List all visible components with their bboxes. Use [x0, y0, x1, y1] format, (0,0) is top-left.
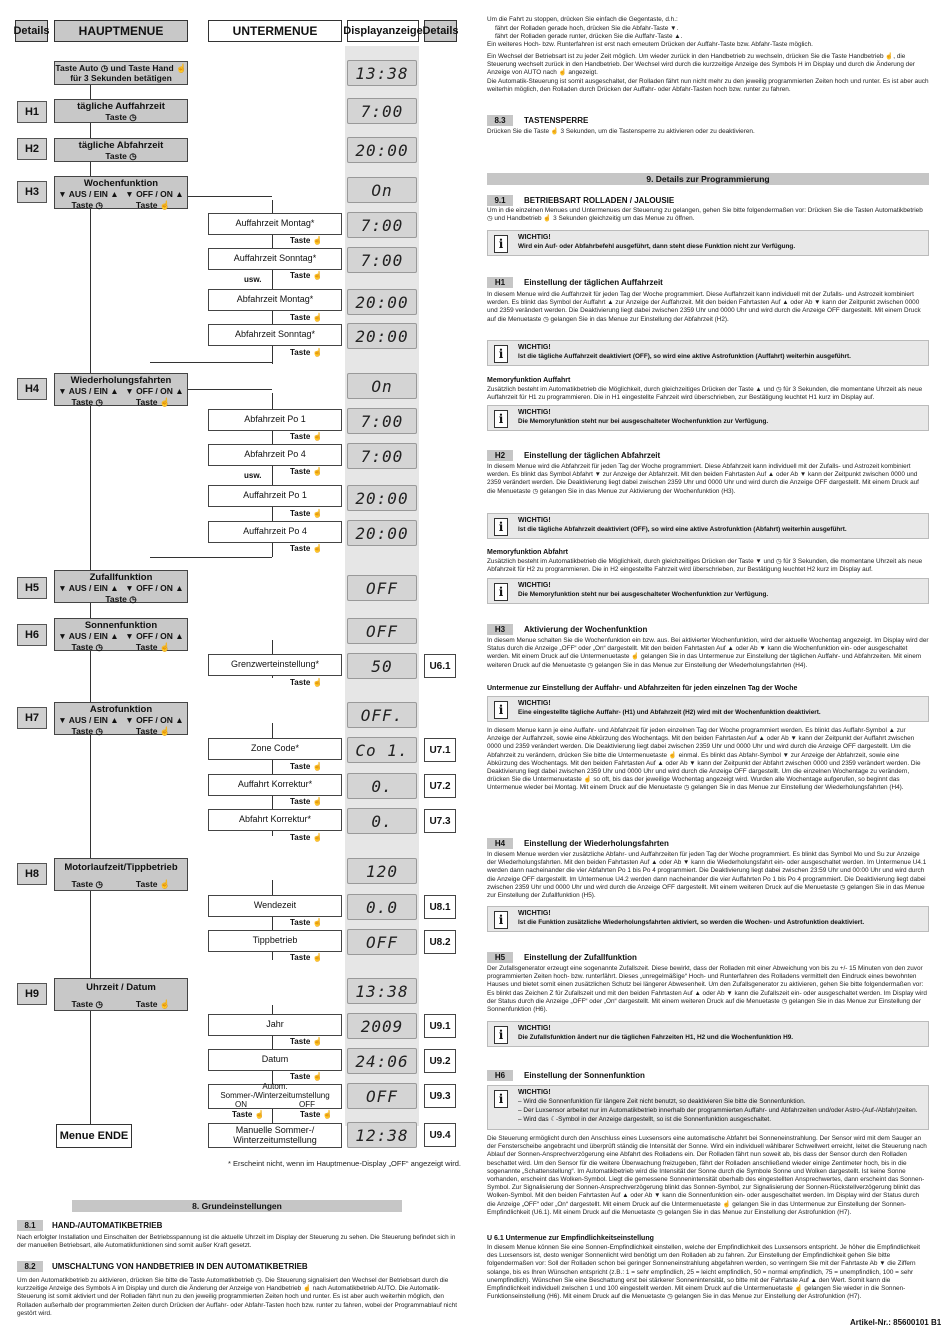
display-u73-value: 0. [371, 811, 393, 831]
r-h3-subtitle: Untermenue zur Einstellung der Auffahr- und Abfahrzeiten für jeden einzelnen Tag der Woche [487, 685, 798, 692]
menu-h3-taste-right: Taste ☝ [135, 199, 171, 210]
info-icon: i [494, 235, 508, 253]
sec82-num: 8.2 [17, 1261, 43, 1272]
menu-h7-left: ▼ AUS / EIN ▲ [58, 715, 119, 726]
display-h7-value: OFF. [360, 705, 404, 725]
display-h5-value: OFF [366, 578, 398, 598]
artikel-nr: Artikel-Nr.: 85600101 B1 [850, 1318, 942, 1327]
info-icon: i [494, 583, 508, 601]
display-u92-value: 24:06 [355, 1051, 409, 1071]
menu-h6-title: Sonnenfunktion [84, 620, 158, 631]
detail-u94[interactable]: U9.4 [424, 1123, 456, 1147]
display-u94-value: 12:38 [355, 1125, 409, 1145]
footnote: * Erscheint nicht, wenn im Hauptmenue-Display „OFF“ angezeigt wird. [228, 1159, 462, 1168]
sub-h3-1[interactable]: Auffahrzeit Montag* [208, 213, 342, 235]
sec81-title: HAND-/AUTOMATIKBETRIEB [52, 1221, 163, 1230]
display-h1 [347, 98, 417, 124]
menu-h3-right: ▼ OFF / ON ▲ [125, 189, 184, 200]
display-h9-value: 13:38 [355, 981, 409, 1001]
sommer-off: OFF [299, 1099, 315, 1109]
usw-h4: usw. [244, 471, 262, 480]
display-h4-2 [347, 443, 417, 469]
sub-h3-2-taste: Taste ☝ [290, 271, 323, 280]
menu-h9[interactable] [54, 978, 188, 1011]
warn-4-title: WICHTIG! [518, 517, 551, 524]
menu-h4-title: Wiederholungsfahrten [70, 375, 172, 386]
sub-h7-zone[interactable]: Zone Code* [208, 738, 342, 760]
menu-h8-title: Motorlaufzeit/Tippbetrieb [64, 862, 178, 873]
warn-6-title: WICHTIG! [518, 700, 551, 707]
menu-h6-left: ▼ AUS / EIN ▲ [58, 631, 119, 642]
display-h1-value: 7:00 [360, 101, 404, 121]
start-line2: für 3 Sekunden betätigen [70, 73, 172, 84]
manuell-line2: Winterzeitumstellung [233, 1134, 317, 1145]
sub-h7-abfahrt-taste: Taste ☝ [290, 833, 323, 842]
r-bullet1: fährt der Rolladen gerade hoch, drücken Sie die Abfahr-Taste ▼. [495, 25, 679, 32]
sub-h4-1[interactable]: Abfahrzeit Po 1 [208, 409, 342, 431]
detail-h3[interactable]: H3 [17, 181, 47, 203]
menu-h4-taste-left: Taste ◷ [71, 396, 103, 407]
r-91-text: Um in die einzelnen Menues und Untermenues der Steuerung zu gelangen, gehen Sie bitte folgendermaßen vor: Drücken Sie die Tasten Automatikbetrieb ◷ und Handbetrieb ☝ 3 Sekunden gleichzeitig um das Menue zu öffnen. [487, 207, 923, 223]
r-h4-text: In diesem Menue werden vier zusätzliche Abfahr- und Auffahrzeiten für jeden Tag der Woche programmiert. Es blinkt das Symbol Mo und Su zur Anzeige der Wiederholungsfahrten. Mit den beiden Fahrtasten Auf ▲ oder Ab ▼ kann die Wiederholungsfahrt ein- oder ausgeschaltet werden. Im Untermenue U4.1 werden dann nacheinander die vier Abfahrten Po 1 bis Po 4 programmiert. Die Deaktivierung liegt dabei zwischen 23:59 Uhr und 00:00 Uhr und wird durch die Anzeige OFF dargestellt. Im Untermenue U4.2 werden dann nacheinander die vier Auffahrten Po 1 bis Po 4 programmiert. Die Deaktivierung liegt dabei zwischen 2359 Uhr und 0000 Uhr und wird durch die Anzeige OFF dargestellt. Mit einem weiteren Druck auf die Menuetaste ◷ gelangen Sie in das Menue zur Einstellung der Zufallfunktion (H5). [487, 851, 927, 900]
display-h4 [347, 373, 417, 399]
r-bullet2: fährt der Rolladen gerade runter, drücken Sie die Auffahr-Taste ▲. [495, 33, 683, 40]
detail-u61[interactable]: U6.1 [424, 654, 456, 678]
display-h3 [347, 177, 417, 203]
menu-h5-right: ▼ OFF / ON ▲ [125, 583, 184, 594]
warn-9-b: – Der Luxsensor arbeitet nur im Automatikbetrieb innerhalb der programmierten Auffahr- und Abfahrzeiten und/oder Astro-(Auf-/Abfahr)zeiten. [518, 1107, 918, 1114]
flow-connector-h4 [188, 389, 272, 390]
hauptmenue-header: HAUPTMENUE [54, 20, 188, 42]
menu-h1-title: tägliche Auffahrzeit [77, 101, 165, 112]
menu-h3-title: Wochenfunktion [83, 178, 159, 189]
info-icon: i [494, 410, 508, 428]
detail-h8[interactable]: H8 [17, 863, 47, 885]
menu-h5-left: ▼ AUS / EIN ▲ [58, 583, 119, 594]
display-h4-1 [347, 408, 417, 434]
display-u93 [347, 1083, 417, 1109]
r-mem1-title: Memoryfunktion Auffahrt [487, 377, 571, 384]
flow-return-h3 [150, 362, 272, 363]
flow-connector-h3 [188, 196, 272, 197]
r-h6-title: Einstellung der Sonnenfunktion [524, 1071, 645, 1080]
display-h6-value: OFF [366, 621, 398, 641]
manuell-line1: Manuelle Sommer-/ [235, 1124, 315, 1135]
sub-h8-tippbetrieb[interactable]: Tippbetrieb [208, 930, 342, 952]
menu-h2-title: tägliche Abfahrzeit [78, 140, 164, 151]
display-h3-1 [347, 212, 417, 238]
info-icon: i [494, 1026, 508, 1044]
menu-h6-taste-right: Taste ☝ [135, 641, 171, 652]
detail-u91[interactable]: U9.1 [424, 1014, 456, 1038]
display-u92 [347, 1048, 417, 1074]
sub-h9-datum[interactable]: Datum [208, 1049, 342, 1071]
display-h4-4 [347, 520, 417, 546]
menu-h4[interactable] [54, 373, 188, 406]
display-u72 [347, 773, 417, 799]
r-h5-num: H5 [487, 952, 513, 963]
display-h7 [347, 702, 417, 728]
detail-u72[interactable]: U7.2 [424, 774, 456, 798]
display-h3-4 [347, 323, 417, 349]
detail-u92[interactable]: U9.2 [424, 1049, 456, 1073]
display-u81-value: 0.0 [366, 897, 398, 917]
flow-return-h4 [150, 557, 272, 558]
sub-h9-sommer-manuell[interactable] [208, 1123, 342, 1148]
sub-h3-3-taste: Taste ☝ [290, 313, 323, 322]
menu-h7-taste-right: Taste ☝ [135, 725, 171, 736]
sub-h3-4-taste: Taste ☝ [290, 348, 323, 357]
menu-h1-taste: Taste ◷ [105, 112, 137, 123]
menu-h9-title: Uhrzeit / Datum [86, 982, 156, 993]
display-h8-value: 120 [366, 861, 398, 881]
warn-9 [487, 1085, 929, 1130]
r-p2: Ein Wechsel der Betriebsart ist zu jeder Zeit möglich. Um wieder zurück in den Handbetrieb zu wechseln, drücken Sie die Taste Handbetrieb ☝, die Steuerung wechselt zurück in den Handbetrieb. Der Wechsel wird durch die kurzzeitige Anzeige des Symbols H im Display und durch die Änderung der Anzeige von AUTO nach ☝ angezeigt. [487, 53, 915, 77]
menu-h5-taste: Taste ◷ [105, 593, 137, 604]
warn-8-title: WICHTIG! [518, 1025, 551, 1032]
menu-h7-title: Astrofunktion [89, 704, 153, 715]
warn-2-title: WICHTIG! [518, 344, 551, 351]
warn-8 [487, 1021, 929, 1047]
r-u61-text: In diesem Menue können Sie eine Sonnen-Empfindlichkeit einstellen, welche der Empfindlichkeit des Luxsensors entspricht. Je höher die Empfindlichkeit des Luxsensors ist, desto weniger Sonnenlicht wird benötigt um den Rolladen ab zu fahren. Zur Einstellung der Empfindlichkeit gehen Sie bitte folgendermaßen vor: Soll der Rolladen schon bei geringer Sonneneinstrahlung abgefahren werden, so verringern Sie mit der Fahrtaste Ab ▼ die Ziffern solange, bis es Ihren Wünschen entspricht (z.B.: 1 = sehr empfindlich, 25 = leicht empfindlich, 50 = normal empfindlich, 75 = unempfindlich, 100 = sehr unempfindlich). Wünschen Sie eine Beschattung erst bei stärkerer Sonnenintensität, so bitte mit der Fahrtaste Auf ▲ den Wert. Somit kann die Empfindlichkeit individuell zwischen 1 und 100 eingestellt werden. Mit einem Druck auf die Untermenuetaste ☝ gelangen Sie wieder in die Sonnen-Funktionseinstellung (H6). Mit einem Druck auf die Menuetaste ◷ gelangen Sie in das Menue zur Einstellung der Astrofunktion (H7). [487, 1244, 921, 1301]
detail-h5[interactable]: H5 [17, 577, 47, 599]
menu-h8[interactable] [54, 858, 188, 891]
detail-h4[interactable]: H4 [17, 378, 47, 400]
sub-h4-3[interactable]: Auffahrzeit Po 1 [208, 485, 342, 507]
r-83-title: TASTENSPERRE [524, 116, 589, 125]
display-u73 [347, 808, 417, 834]
menu-h4-taste-right: Taste ☝ [135, 396, 171, 407]
display-h2 [347, 137, 417, 163]
menu-h8-taste-left: Taste ◷ [71, 879, 103, 890]
sub-h6-grenzwert[interactable]: Grenzwerteinstellung* [208, 654, 342, 676]
sec81-num: 8.1 [17, 1220, 43, 1231]
r-mem2-title: Memoryfunktion Abfahrt [487, 549, 569, 556]
warn-9-a: – Wird die Sonnenfunktion für längere Zeit nicht benutzt, so deaktivieren Sie bitte die Sonnenfunktion. [518, 1098, 806, 1105]
r-u61-title: U 6.1 Untermenue zur Empfindlichkeitseinstellung [487, 1235, 654, 1242]
display-u91-value: 2009 [360, 1016, 404, 1036]
r-mem2-text: Zusätzlich besteht im Automatikbetrieb die Möglichkeit, durch gleichzeitiges Drücken der Taste ▼ und ◷ für 3 Sekunden, die momentane Uhrzeit als neue Abfahrzeit für H2 zu programmieren. Die in H2 eingestellte Fahrzeit wird überschrieben, zur Bestätigung leuchtet H2 kurz im Display auf. [487, 558, 923, 574]
r-h2-title: Einstellung der täglichen Abfahrzeit [524, 451, 661, 460]
menu-h3[interactable] [54, 176, 188, 209]
warn-2-text: Ist die tägliche Auffahrzeit deaktiviert (OFF), so wird eine aktive Astrofunktion (Auffahrt) weiterhin ausgeführt. [518, 353, 851, 360]
warn-5 [487, 578, 929, 604]
display-h8 [347, 858, 417, 884]
warn-7-text: Ist die Funktion zusätzliche Wiederholungsfahrten aktiviert, so werden die Wochen- und Astrofunktion deaktiviert. [518, 919, 865, 926]
display-h3-1-value: 7:00 [360, 215, 404, 235]
sub-h3-3[interactable]: Abfahrzeit Montag* [208, 289, 342, 311]
sub-h8-tippbetrieb-taste: Taste ☝ [290, 953, 323, 962]
r-91-num: 9.1 [487, 195, 513, 206]
sommer-auto-label: Autom. Sommer-/Winterzeitumstellung [220, 1082, 330, 1101]
detail-u93[interactable]: U9.3 [424, 1084, 456, 1108]
sub-h8-wendezeit-taste: Taste ☝ [290, 918, 323, 927]
untermenue-header: UNTERMENUE [208, 20, 342, 42]
r-h1-title: Einstellung der täglichen Auffahrzeit [524, 278, 663, 287]
menu-h1[interactable] [54, 99, 188, 123]
display-h4-4-value: 20:00 [355, 523, 409, 543]
r-83-text: Drücken Sie die Taste ☝ 3 Sekunden, um die Tastensperre zu aktivieren oder zu deaktivieren. [487, 128, 755, 135]
display-h4-value: On [371, 376, 393, 396]
display-u91 [347, 1013, 417, 1039]
warn-1 [487, 230, 929, 256]
menu-h7[interactable] [54, 702, 188, 735]
sec8-bar: 8. Grundeinstellungen [72, 1200, 402, 1212]
sub-h7-abfahrt[interactable]: Abfahrt Korrektur* [208, 809, 342, 831]
details-header-left: Details [15, 20, 48, 42]
r-h4-num: H4 [487, 838, 513, 849]
sub-h6-taste: Taste ☝ [290, 678, 323, 687]
sub-h4-4[interactable]: Auffahrzeit Po 4 [208, 521, 342, 543]
menu-h5-title: Zufallfunktion [89, 572, 153, 583]
display-u82-value: OFF [366, 932, 398, 952]
r-h2-text: In diesem Menue wird die Abfahrzeit für jeden Tag der Woche programmiert. Diese Abfahrzeit kann individuell mit der Zufalls- und Astrozeit kombiniert werden. Es blinkt das Symbol Abfahrt ▼ zur Anzeige der Abfahrzeit. Mit den beiden Fahrtasten Auf ▲ oder Ab ▼ kann der Zeitpunkt zwischen 0000 und 2359 verändert werden. Die Deaktivierung liegt dabei zwischen 2359 Uhr und 0000 Uhr und wird durch die Anzeige OFF dargestellt. Mit einem Druck auf die Menuetaste ◷ gelangen Sie in das Menue zur Aktivierung der Wochenfunktion (H3). [487, 463, 919, 495]
menu-ende-box[interactable]: Menue ENDE [56, 1124, 132, 1148]
sub-h3-2[interactable]: Auffahrzeit Sonntag* [208, 248, 342, 270]
warn-5-title: WICHTIG! [518, 582, 551, 589]
sub-h4-4-taste: Taste ☝ [290, 544, 323, 553]
sub-h3-1-taste: Taste ☝ [290, 236, 323, 245]
info-icon: i [494, 518, 508, 536]
flow-line-main [90, 84, 91, 1124]
display-h4-3 [347, 485, 417, 511]
display-start-value: 13:38 [355, 63, 409, 83]
r-h5-title: Einstellung der Zufallfunktion [524, 953, 637, 962]
info-icon: i [494, 345, 508, 363]
menu-h2[interactable] [54, 138, 188, 162]
start-box [54, 61, 188, 85]
display-u82 [347, 929, 417, 955]
sub-h9-jahr-taste: Taste ☝ [290, 1037, 323, 1046]
sub-h9-datum-taste: Taste ☝ [290, 1072, 323, 1081]
warn-7-title: WICHTIG! [518, 910, 551, 917]
usw-h3: usw. [244, 275, 262, 284]
menu-h6-right: ▼ OFF / ON ▲ [125, 631, 184, 642]
r-p1: Ein weiteres Hoch- bzw. Runterfahren ist erst nach erneutem Drücken der Auffahr-Taste bzw. Abfahr-Taste möglich. [487, 41, 813, 48]
detail-h6[interactable]: H6 [17, 624, 47, 646]
warn-5-text: Die Memoryfunktion steht nur bei ausgeschalteter Wochenfunktion zur Verfügung. [518, 591, 769, 598]
r-intro: Um die Fahrt zu stoppen, drücken Sie einfach die Gegentaste, d.h.: [487, 16, 678, 23]
warn-3-title: WICHTIG! [518, 409, 551, 416]
warn-3 [487, 405, 929, 431]
sub-h9-sommer-auto[interactable] [208, 1084, 342, 1109]
menu-h4-right: ▼ OFF / ON ▲ [125, 386, 184, 397]
sub-h4-2-taste: Taste ☝ [290, 467, 323, 476]
display-u94 [347, 1122, 417, 1148]
sommer-taste-left: Taste ☝ [232, 1110, 265, 1119]
menu-h7-taste-left: Taste ◷ [71, 725, 103, 736]
warn-4 [487, 513, 929, 539]
sub-h7-auffahrt[interactable]: Auffahrt Korrektur* [208, 774, 342, 796]
sec82-text: Um den Automatikbetrieb zu aktivieren, drücken Sie bitte die Taste Automatikbetrieb ◷. Die Steuerung signalisiert den Wechsel der Betriebsart durch die kurzzeitige Anzeige des Symbols A im Display und durch die Änderung der Anzeige von Handbetrieb ☝ nach Automatikbetrieb AUTO. Die Automatik-Steuerung ist somit aktiviert und der Rolladen fährt nun zu den jeweilig programmierten Zeiten hoch und runter. Es ist aber auch weiterhin möglich, den Rolladen außerhalb der programmierten Zeiten durch Drücken der Auffahr- oder Abfahr-Tasten hoch bzw. runter zu fahren, wobei der Programmablauf nicht gestört wird. [17, 1277, 458, 1317]
r-h6-text: Die Steuerung ermöglicht durch den Anschluss eines Luxsensors eine automatische Abfahrt bei Sonneneinstrahlung. Der Sensor wird mit dem Sauger an der Fensterscheibe angebracht und überprüft ständig die Intensität der Sonne. Wird ein individuell wählbarer Schwellwert erreicht, leitet die Steuerung nach Ablauf der Sonnen-Ansprechverzögerung eine Abfahrt des Rolladens ein. Der Rolladen fährt nun soweit ab, bis dass der Sensor durch den Rolladen beschattet wird. Um den Sensor für die weitere Überwachung freizugeben, fährt der Rolladen anschließend wieder einige Zentimeter hoch, bis in die sogenannte „Schattenstellung“. Im Automatikbetrieb wird die Intensität der Sonne durch die Symbole Sonne und Wolken dargestellt. Ist keine Sonne vorhanden, erscheint das Wolken-Symbol. Liegt die gemessene Sonnenintensität oberhalb des eingestellten Ansprechwertes, dann erscheint das Sonnen-Symbol. Zur Signalisierung der Sonnen-Ansprechverzögerung blinkt das Sonnen-Symbol, zur Signalisierung der Sonnen-Rückstellverzögerung blinkt das Wolken-Symbol. Mit den beiden Fahrtasten Auf ▲ oder Ab ▼ kann die Sonnenfunktion ein- oder ausgeschaltet werden. Im Display wird der Status durch die Anzeige „OFF“ oder „On“ dargestellt. Mit einem Druck auf die Untermenuetaste ☝ gelangen Sie in das Untermenue zur Einstellung der Sonnen-Empfindlichkeit (U6.1). Mit einem Druck auf die Menuetaste ◷ gelangen Sie in das Menue zur Einstellung der Astrofunktion (H7). [487, 1135, 927, 1216]
r-h1-num: H1 [487, 277, 513, 288]
detail-h1[interactable]: H1 [17, 101, 47, 123]
display-u72-value: 0. [371, 776, 393, 796]
warn-9-c: – Wird das ☾-Symbol in der Anzeige dargestellt, so ist die Sonnenfunktion ausgeschaltet. [518, 1116, 771, 1123]
warn-3-text: Die Memoryfunktion steht nur bei ausgeschalteter Wochenfunktion zur Verfügung. [518, 418, 769, 425]
display-h3-3 [347, 289, 417, 315]
display-u81 [347, 894, 417, 920]
sommer-taste-right: Taste ☝ [300, 1110, 333, 1119]
details-header-right: Details [424, 20, 457, 42]
sub-h9-jahr[interactable]: Jahr [208, 1014, 342, 1036]
detail-u81[interactable]: U8.1 [424, 895, 456, 919]
menu-h9-taste-right: Taste ☝ [135, 999, 171, 1010]
r-h3-text: In diesem Menue schalten Sie die Wochenfunktion ein bzw. aus. Bei aktivierter Wochenfunktion, wird der aktuelle Wochentag angezeigt. Im Display wird der Status durch die Anzeige „OFF“ oder „On“ dargestellt. Mit den beiden Fahrtasten Auf ▲ oder Ab ▼ kann die Wochenfunktion ein- oder ausgeschaltet werden. Mit einem Druck auf die Untermenuetaste ☝ gelangen Sie in das Untermenue zur Einstellung der täglichen Auffahr- und Abfahrzeiten. Mit einem weiteren Druck auf die Menuetaste ◷ gelangen Sie in das Menue zur Einstellung der Wiederholungsfahrten (H4). [487, 637, 929, 669]
sub-h7-zone-taste: Taste ☝ [290, 762, 323, 771]
sec9-bar: 9. Details zur Programmierung [487, 173, 929, 185]
warn-6-text: Eine eingestellte tägliche Auffahr- (H1) und Abfahrzeit (H2) wird mit der Wochenfunktion deaktiviert. [518, 709, 821, 716]
sub-h7-auffahrt-taste: Taste ☝ [290, 797, 323, 806]
menu-h7-right: ▼ OFF / ON ▲ [125, 715, 184, 726]
detail-h9[interactable]: H9 [17, 983, 47, 1005]
display-h4-3-value: 20:00 [355, 488, 409, 508]
r-h5-text: Der Zufallsgenerator erzeugt eine sogenannte Zufallszeit. Diese bewirkt, dass der Rolladen mit einer Abweichung von bis zu +/- 15 Minuten von den zuvor programmierten Zeiten hoch- bzw. runterfährt. Dieses „unregelmäßige“ Hoch- und Runterfahren des Rolladens vermittelt den Eindruck eines bewohnten Hauses und bietet somit einen zusätzlichen Schutz bei längerer Abwesenheit. Um den Zufallsgenerator zu aktivieren, gehen Sie bitte folgendermaßen vor: Es blinkt das Zeichen Z für Zufallszeit und mit den beiden Fahrtasten Auf ▲ oder Ab ▼ kann die Zufallszeit ein- oder ausgeschaltet werden. Im Display wird der Status durch die Anzeige „OFF“ oder „On“ dargestellt. Mit einem weiteren Druck auf die Menuetaste ◷ gelangen Sie in das Menue zur Einstellung der Sonnenfunktion (H6). [487, 965, 927, 1014]
detail-u71[interactable]: U7.1 [424, 738, 456, 762]
display-h9 [347, 978, 417, 1004]
menu-h6-taste-left: Taste ◷ [71, 641, 103, 652]
warn-2 [487, 340, 929, 366]
display-h6 [347, 618, 417, 644]
info-icon: i [494, 911, 508, 929]
display-h3-value: On [371, 180, 393, 200]
r-h4-title: Einstellung der Wiederholungsfahrten [524, 839, 669, 848]
sub-h8-wendezeit[interactable]: Wendezeit [208, 895, 342, 917]
display-u93-value: OFF [366, 1086, 398, 1106]
sec81-text: Nach erfolgter Installation und Einschalten der Betriebsspannung ist die aktuelle Uhrzeit im Display der Steuerung zu sehen. Die Steuerung befindet sich in der manuellen Betriebsart, alle Automatikfunktionen sind somit außer Kraft gesetzt. [17, 1234, 456, 1250]
warn-6 [487, 696, 929, 722]
detail-u73[interactable]: U7.3 [424, 809, 456, 833]
warn-4-text: Ist die tägliche Abfahrzeit deaktiviert (OFF), so wird eine aktive Astrofunktion (Abfahrt) weiterhin ausgeführt. [518, 526, 847, 533]
r-91-title: BETRIEBSART ROLLADEN / JALOUSIE [524, 196, 675, 205]
warn-8-text: Die Zufallsfunktion ändert nur die täglichen Fahrzeiten H1, H2 und die Wochenfunktion H9. [518, 1034, 794, 1041]
r-h1-text: In diesem Menue wird die Auffahrzeit für jeden Tag der Woche programmiert. Diese Auffahrzeit kann individuell mit der Zufalls- und Astrozeit kombiniert werden. Es blinkt das Symbol der Auffahrt ▲ zur Anzeige der Auffahrzeit. Mit den beiden Fahrtasten Auf ▲ oder Ab ▼ kann der Zeitpunkt zwischen 0000 und 2359 verändert werden. Die Deaktivierung liegt dabei zwischen 2359 Uhr und 0000 Uhr und wird durch die Anzeige OFF dargestellt. Mit einem Druck auf die Menuetaste ◷ gelangen Sie in das Menue zur Einstellung der Abfahrzeit (H2). [487, 291, 921, 323]
display-h3-2-value: 7:00 [360, 250, 404, 270]
display-u71-value: Co 1. [355, 740, 409, 760]
menu-h4-left: ▼ AUS / EIN ▲ [58, 386, 119, 397]
sub-h3-4[interactable]: Abfahrzeit Sonntag* [208, 324, 342, 346]
menu-h3-left: ▼ AUS / EIN ▲ [58, 189, 119, 200]
display-h3-4-value: 20:00 [355, 326, 409, 346]
sub-h4-3-taste: Taste ☝ [290, 509, 323, 518]
displayanzeige-header: Displayanzeige [347, 20, 419, 42]
r-p3: Die Automatik-Steuerung ist somit ausgeschaltet, der Rolladen fährt nun nicht mehr zu den jeweilig programmierten Zeiten hoch und runter. Es ist aber auch weiterhin möglich, den Rolladen durch Drücken der Auffahr- oder Abfahr-Tasten hoch bzw. runter zu fahren. [487, 78, 929, 94]
display-u61 [347, 653, 417, 679]
menu-h2-taste: Taste ◷ [105, 151, 137, 162]
display-h3-3-value: 20:00 [355, 292, 409, 312]
r-mem1-text: Zusätzlich besteht im Automatikbetrieb die Möglichkeit, durch gleichzeitiges Drücken der Taste ▲ und ◷ für 3 Sekunden, die momentane Uhrzeit als neue Auffahrzeit für H1 zu programmieren. Die in H1 eingestellte Fahrzeit wird überschrieben, zur Bestätigung leuchtet H1 kurz im Display auf. [487, 386, 923, 402]
display-h2-value: 20:00 [355, 140, 409, 160]
r-h3-num: H3 [487, 624, 513, 635]
r-h2-num: H2 [487, 450, 513, 461]
warn-1-title: WICHTIG! [518, 234, 551, 241]
info-icon: i [494, 701, 508, 719]
detail-u82[interactable]: U8.2 [424, 930, 456, 954]
menu-h3-taste-left: Taste ◷ [71, 199, 103, 210]
display-start [347, 60, 417, 86]
info-icon: i [494, 1090, 508, 1108]
warn-1-text: Wird ein Auf- oder Abfahrbefehl ausgeführt, dann steht diese Funktion nicht zur Verfügung. [518, 243, 796, 250]
detail-h7[interactable]: H7 [17, 707, 47, 729]
menu-h5[interactable] [54, 570, 188, 603]
r-83-num: 8.3 [487, 115, 513, 126]
menu-h9-taste-left: Taste ◷ [71, 999, 103, 1010]
display-h4-2-value: 7:00 [360, 446, 404, 466]
warn-7 [487, 906, 929, 932]
display-h3-2 [347, 247, 417, 273]
sec82-title: UMSCHALTUNG VON HANDBETRIEB IN DEN AUTOMATIKBETRIEB [52, 1262, 308, 1271]
warn-9-title: WICHTIG! [518, 1089, 551, 1096]
menu-h8-taste-right: Taste ☝ [135, 879, 171, 890]
sommer-on: ON [235, 1099, 247, 1109]
display-u61-value: 50 [371, 656, 393, 676]
menu-h6[interactable] [54, 618, 188, 651]
display-h5 [347, 575, 417, 601]
display-u71 [347, 737, 417, 763]
detail-h2[interactable]: H2 [17, 138, 47, 160]
sub-h4-1-taste: Taste ☝ [290, 432, 323, 441]
sub-h4-2[interactable]: Abfahrzeit Po 4 [208, 444, 342, 466]
r-h6-num: H6 [487, 1070, 513, 1081]
start-line1: Taste Auto ◷ und Taste Hand ☝ [55, 63, 187, 73]
display-h4-1-value: 7:00 [360, 411, 404, 431]
r-h3-text2: In diesem Menue kann je eine Auffahr- und Abfahrzeit für jeden einzelnen Tag der Woche programmiert werden. Es blinkt das Auffahr-Symbol ▲ zur Anzeige der Auffahrzeit, sowie eine Abkürzung des Wochentags. Mit den beiden Fahrtasten Auf ▲ oder Ab ▼ kann der Zeitpunkt der Auffahrt zwischen 0000 und 2359 verändert werden. Die Deaktivierung liegt dabei zwischen 2359 Uhr und 0000 Uhr und wird durch die Anzeige OFF dargestellt. Um die Abfahrzeit zu verändern, drücken Sie bitte die Untermenuetaste ☝ einmal. Es blinkt das Abfahr-Symbol ▼ zur Anzeige der Abfahrzeit, sowie eine Abkürzung des Wochentags. Mit den beiden Fahrtasten Auf ▲ oder Ab ▼ kann der Zeitpunkt der Abfahrt zwischen 0000 und 2359 verändert werden. Die Deaktivierung liegt dabei zwischen 2359 Uhr und 0000 Uhr und wird durch die Anzeige OFF dargestellt. Um die einzelnen Wochentage zu verändern, drücken Sie die Untermenuetaste ☝ so oft, bis das der jeweilige Wochentag angezeigt wird. Wurden alle Wochentage aufgerufen, so beginnt das Untermenue wieder bei Montag. Mit einem Druck auf die Menuetaste ◷ gelangen Sie in das Menue zur Einstellung der Wiederholungsfahrten (H4). [487, 727, 921, 792]
r-h3-title: Aktivierung der Wochenfunktion [524, 625, 648, 634]
